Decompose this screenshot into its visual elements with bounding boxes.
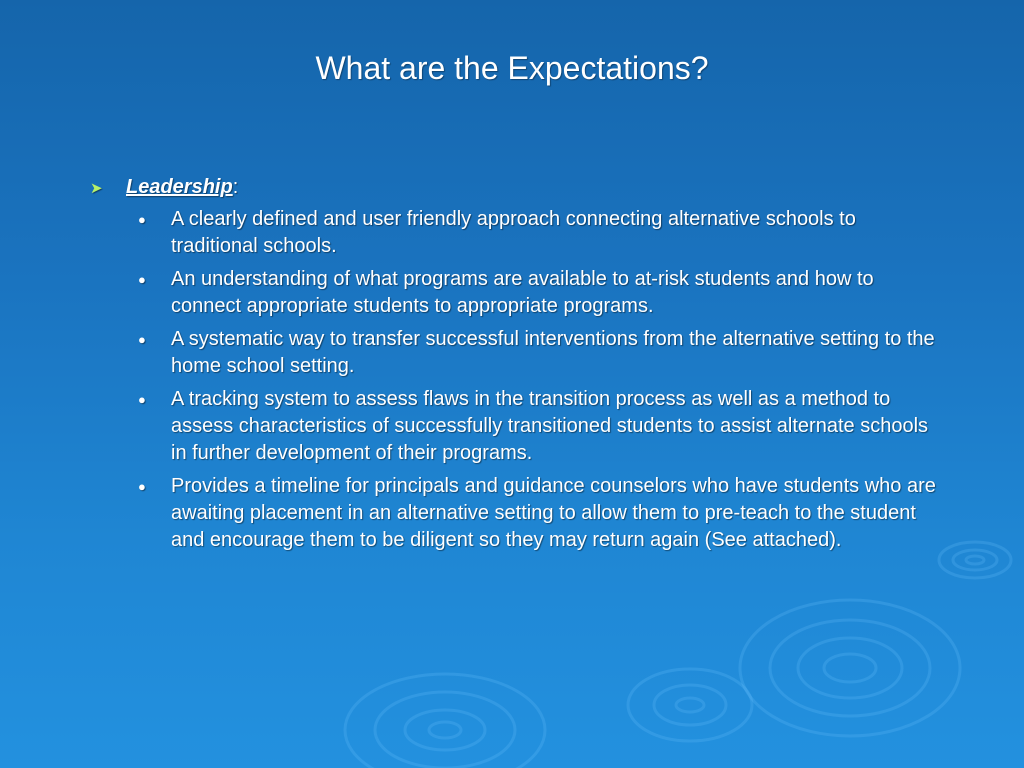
bullet-dot-icon: ●	[138, 272, 146, 287]
list-item-text: Provides a timeline for principals and guidance counselors who have students who are awaiting placement in an alternative setting to allow them to pre-teach to the student and encourage them to be diligent so they may return again (See attached).	[171, 475, 936, 551]
slide-title: What are the Expectations?	[315, 50, 709, 86]
bullet-dot-icon: ●	[138, 332, 146, 347]
bullet-dot-icon: ●	[138, 392, 146, 407]
arrow-bullet-icon: ➤	[90, 180, 103, 197]
section-label: Leadership	[126, 176, 233, 198]
bullet-dot-icon: ●	[138, 212, 146, 227]
list-item	[134, 473, 940, 554]
list-item	[134, 326, 940, 380]
list-item	[134, 266, 940, 320]
list-item-text: A clearly defined and user friendly approach connecting alternative schools to traditional schools.	[171, 208, 856, 257]
list-item-text: An understanding of what programs are available to at-risk students and how to connect appropriate students to appropriate programs.	[171, 268, 874, 317]
bullet-dot-icon: ●	[138, 479, 146, 494]
list-item	[134, 206, 940, 260]
slide-content	[90, 176, 940, 560]
list-item-text: A tracking system to assess flaws in the transition process as well as a method to assess characteristics of successfully transitioned students to assist alternate schools in further development of their programs.	[171, 388, 929, 464]
list-item	[134, 386, 940, 467]
section-heading	[90, 176, 940, 199]
section-colon: :	[232, 176, 239, 198]
expectations-list	[90, 206, 940, 554]
list-item-text: A systematic way to transfer successful interventions from the alternative setting to the home school setting.	[171, 328, 935, 377]
